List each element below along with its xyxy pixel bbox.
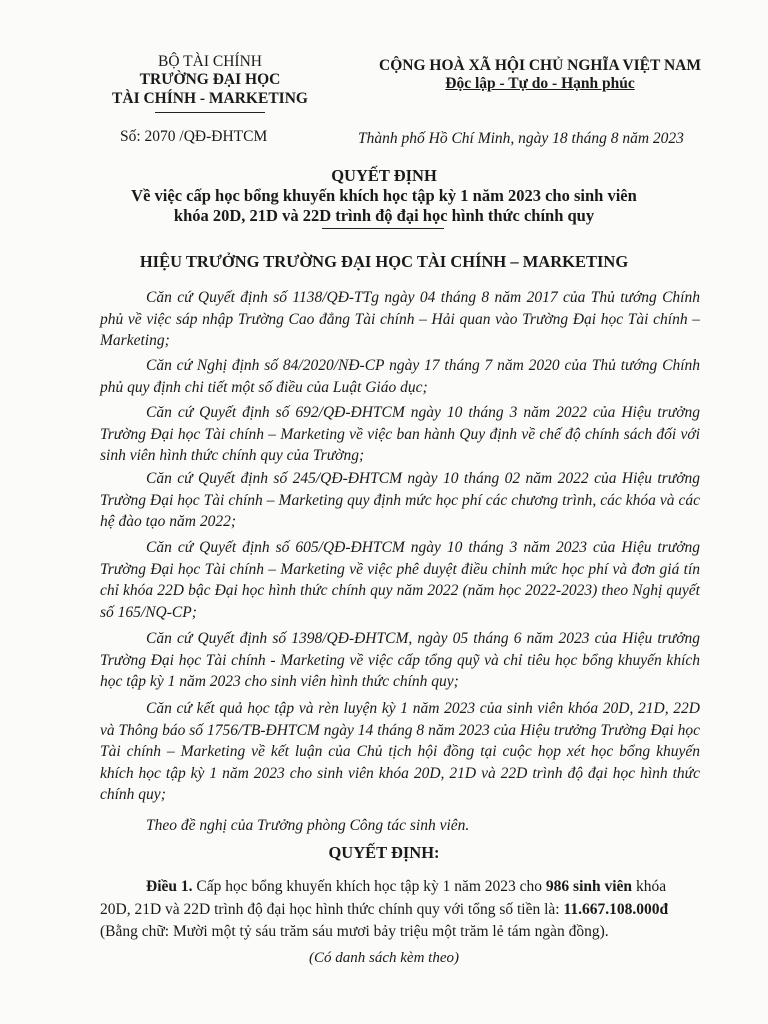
decision-heading: QUYẾT ĐỊNH: [331, 166, 437, 185]
basis-paragraph: Căn cứ Quyết định số 692/QĐ-ĐHTCM ngày 10 tháng 3 năm 2022 của Hiệu trưởng Trường Đại học Tài chính – Marketing về việc ban hành Quy định về chế độ chính sách đối với sinh viên hình thức chính quy của Trường;: [100, 404, 700, 464]
basis-paragraph: Căn cứ Quyết định số 1398/QĐ-ĐHTCM, ngày 05 tháng 6 năm 2023 của Hiệu trưởng Trường Đại học Tài chính - Marketing về việc cấp tổng quỹ và chỉ tiêu học bổng khuyến khích học tập kỳ 1 năm 2023 cho sinh viên hình thức chính quy;: [100, 630, 700, 690]
university-name-line2: TÀI CHÍNH - MARKETING: [112, 90, 308, 107]
place-date: Thành phố Hồ Chí Minh, ngày 18 tháng 8 năm 2023: [358, 130, 684, 147]
university-name-line1: TRƯỜNG ĐẠI HỌC: [139, 71, 281, 88]
motto-text: Độc lập - Tự do - Hạnh phúc: [445, 75, 635, 92]
country-name: CỘNG HOÀ XÃ HỘI CHỦ NGHĨA VIỆT NAM: [379, 57, 701, 74]
basis-paragraph: Căn cứ Quyết định số 605/QĐ-ĐHTCM ngày 10 tháng 3 năm 2023 của Hiệu trưởng Trường Đại học Tài chính – Marketing về việc phê duyệt điều chỉnh mức học phí và đơn giá tín chỉ khóa 22D bậc Đại học hình thức chính quy năm 2022 (năm học 2022-2023) theo Nghị quyết số 165/NQ-CP;: [100, 539, 700, 621]
attachment-note: (Có danh sách kèm theo): [309, 950, 459, 966]
article1-text-b: khóa: [632, 878, 667, 895]
article1-line2-text: 20D, 21D và 22D trình độ đại học hình thức chính quy với tổng số tiền là:: [100, 901, 564, 918]
article1-line3: (Bằng chữ: Mười một tỷ sáu trăm sáu mươi bảy triệu một trăm lẻ tám ngàn đồng).: [100, 923, 609, 940]
national-motto: [345, 74, 735, 93]
article1-amount: 11.667.108.000đ: [563, 901, 669, 918]
basis-paragraph: Căn cứ Nghị định số 84/2020/NĐ-CP ngày 17 tháng 7 năm 2020 của Thủ tướng Chính phủ quy định chi tiết một số điều của Luật Giáo dục;: [100, 357, 700, 396]
basis-paragraph: Căn cứ Quyết định số 1138/QĐ-TTg ngày 04 tháng 8 năm 2017 của Thủ tướng Chính phủ về việc sáp nhập Trường Cao đẳng Tài chính – Hải quan vào Trường Đại học Tài chính – Marketing;: [100, 289, 700, 349]
subject-rule: [322, 228, 444, 229]
basis-paragraph: Căn cứ kết quả học tập và rèn luyện kỳ 1 năm 2023 của sinh viên khóa 20D, 21D, 22D và Thông báo số 1756/TB-ĐHTCM ngày 14 tháng 8 năm 2023 của Hiệu trưởng Trường Đại học Tài chính – Marketing về kết luận của Chủ tịch hội đồng tại cuộc họp xét học bổng khuyến khích học tập kỳ 1 năm 2023 cho sinh viên khóa 20D, 21D và 22D trình độ đại học hình thức chính quy;: [100, 700, 700, 803]
article1-students: 986 sinh viên: [545, 878, 633, 895]
decides-heading: QUYẾT ĐỊNH:: [328, 843, 440, 862]
decision-subject-line1: Về việc cấp học bổng khuyến khích học tập kỳ 1 năm 2023 cho sinh viên: [131, 186, 637, 205]
header-left-rule: [155, 112, 265, 113]
decision-number: Số: 2070 /QĐ-ĐHTCM: [120, 128, 268, 145]
article1-text-a: Cấp học bổng khuyến khích học tập kỳ 1 năm 2023 cho: [192, 878, 546, 895]
authority-title: HIỆU TRƯỞNG TRƯỜNG ĐẠI HỌC TÀI CHÍNH – MARKETING: [139, 252, 629, 271]
ministry-name: BỘ TÀI CHÍNH: [158, 53, 262, 70]
article1-line1: [100, 876, 700, 898]
article1-line2: [100, 899, 700, 921]
basis-paragraph: Căn cứ Quyết định số 245/QĐ-ĐHTCM ngày 10 tháng 02 năm 2022 của Hiệu trưởng Trường Đại học Tài chính – Marketing quy định mức học phí các chương trình, các khóa và các hệ đào tạo năm 2022;: [100, 470, 700, 530]
decision-subject-line2: khóa 20D, 21D và 22D trình độ đại học hình thức chính quy: [173, 206, 595, 225]
article1-label: Điều 1.: [146, 878, 193, 895]
basis-paragraph: Theo đề nghị của Trưởng phòng Công tác sinh viên.: [146, 817, 470, 834]
